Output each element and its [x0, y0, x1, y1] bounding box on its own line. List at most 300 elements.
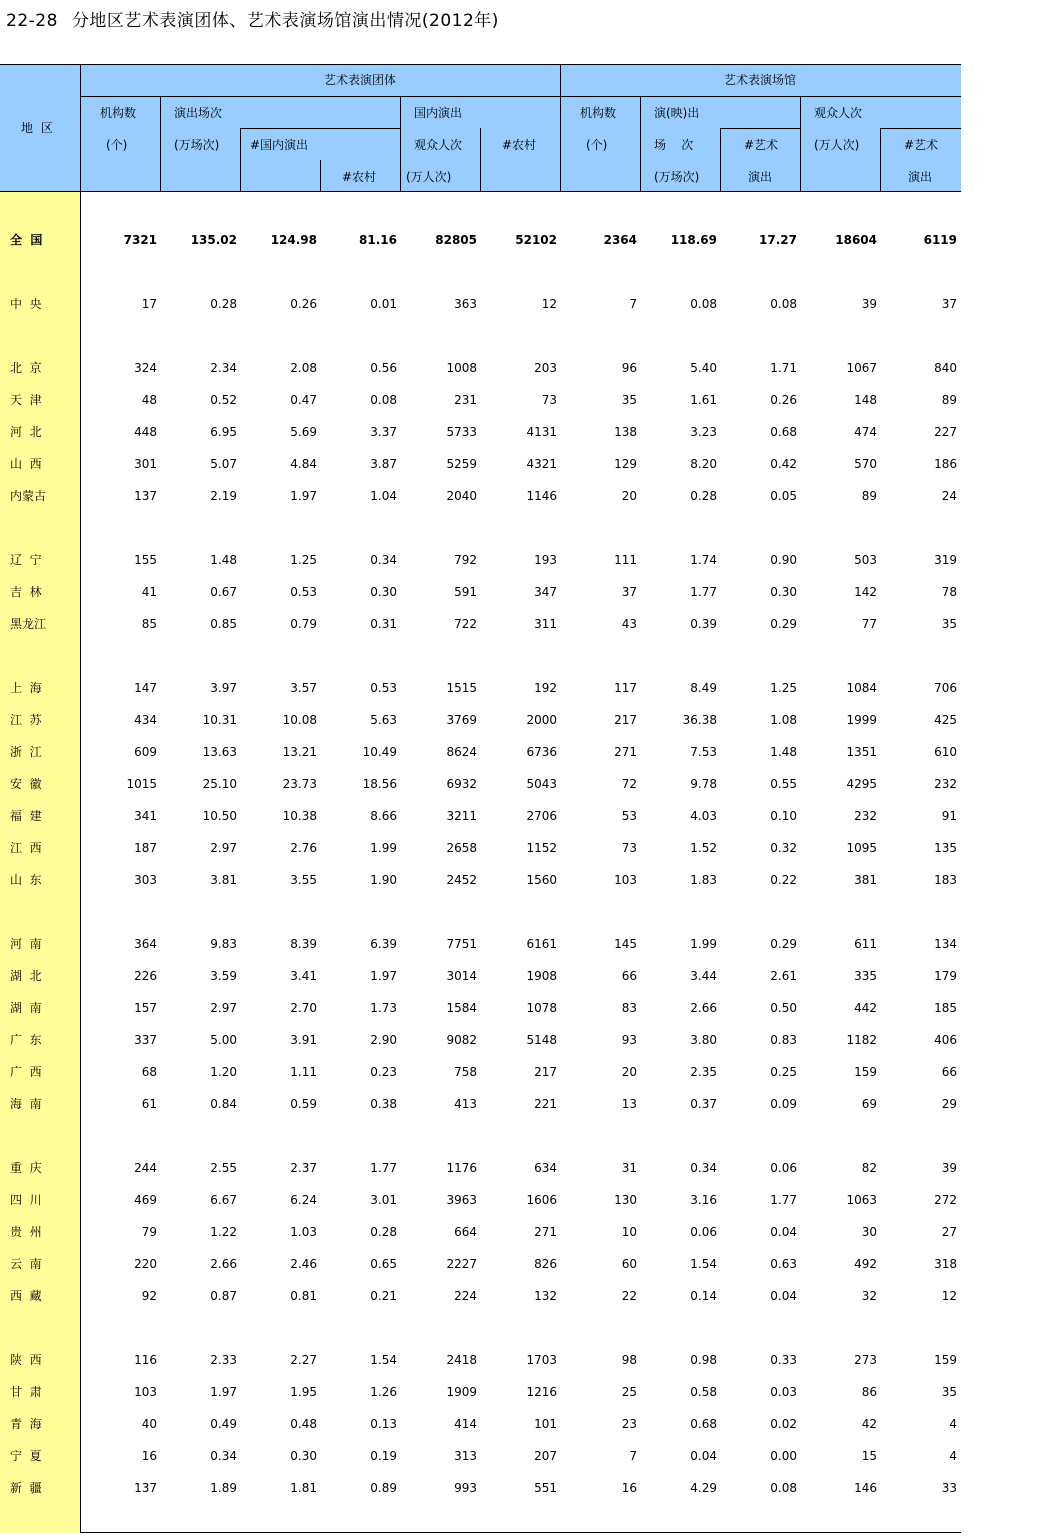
table-cell: 25.10 [202, 777, 237, 791]
region-name: 安 徽 [10, 777, 42, 791]
table-cell: 5.69 [290, 425, 317, 439]
table-cell: 6.24 [290, 1193, 317, 1207]
region-name: 山 东 [10, 873, 42, 887]
table-cell: 406 [934, 1033, 957, 1047]
table-cell: 1146 [526, 489, 557, 503]
table-cell: 2.55 [210, 1161, 237, 1175]
header-g1-audience: 国内演出 [414, 106, 463, 120]
table-cell: 0.22 [770, 873, 797, 887]
table-cell: 318 [934, 1257, 957, 1271]
table-cell: 10.31 [202, 713, 237, 727]
table-cell: 758 [454, 1065, 477, 1079]
table-cell: 0.03 [770, 1385, 797, 1399]
table-cell: 118.69 [670, 233, 717, 247]
table-cell: 1908 [526, 969, 557, 983]
table-cell: 159 [934, 1353, 957, 1367]
table-header [0, 64, 961, 192]
table-cell: 8.20 [690, 457, 717, 471]
region-name: 天 津 [10, 393, 42, 407]
table-cell: 68 [141, 1065, 157, 1079]
table-cell: 1.89 [210, 1481, 237, 1495]
table-cell: 1176 [446, 1161, 477, 1175]
region-name: 青 海 [10, 1417, 42, 1431]
table-cell: 0.08 [690, 297, 717, 311]
table-cell: 1063 [846, 1193, 877, 1207]
region-name: 广 东 [10, 1033, 42, 1047]
table-cell: 10.38 [282, 809, 317, 823]
table-cell: 1.25 [770, 681, 797, 695]
table-row [0, 1222, 961, 1242]
table-cell: 6932 [446, 777, 477, 791]
region-name: 全 国 [10, 233, 43, 247]
table-cell: 2452 [446, 873, 477, 887]
table-cell: 335 [854, 969, 877, 983]
table-cell: 82805 [435, 233, 477, 247]
table-cell: 609 [134, 745, 157, 759]
table-cell: 186 [934, 457, 957, 471]
header-g1-audience-rural: #农村 [502, 138, 537, 152]
table-row [0, 934, 961, 954]
table-cell: 2706 [526, 809, 557, 823]
table-row [0, 614, 961, 634]
table-cell: 0.37 [690, 1097, 717, 1111]
table-cell: 2.34 [210, 361, 237, 375]
table-cell: 4 [949, 1449, 957, 1463]
table-cell: 1.08 [770, 713, 797, 727]
table-cell: 1703 [526, 1353, 557, 1367]
table-cell: 1.97 [370, 969, 397, 983]
table-cell: 2040 [446, 489, 477, 503]
table-cell: 313 [454, 1449, 477, 1463]
table-cell: 1.90 [370, 873, 397, 887]
table-cell: 2227 [446, 1257, 477, 1271]
table-cell: 363 [454, 297, 477, 311]
table-cell: 1.48 [210, 553, 237, 567]
table-cell: 0.19 [370, 1449, 397, 1463]
table-cell: 20 [621, 489, 637, 503]
table-cell: 159 [854, 1065, 877, 1079]
table-number: 22-28 [6, 11, 58, 31]
table-cell: 0.34 [690, 1161, 717, 1175]
table-cell: 0.30 [370, 585, 397, 599]
table-cell: 3963 [446, 1193, 477, 1207]
table-title: 分地区艺术表演团体、艺术表演场馆演出情况(2012年) [71, 11, 499, 31]
table-cell: 0.84 [210, 1097, 237, 1111]
table-cell: 17.27 [759, 233, 797, 247]
table-cell: 10.08 [282, 713, 317, 727]
table-cell: 0.04 [770, 1225, 797, 1239]
table-cell: 42 [861, 1417, 877, 1431]
table-cell: 1216 [526, 1385, 557, 1399]
table-cell: 0.04 [770, 1289, 797, 1303]
table-cell: 91 [941, 809, 957, 823]
table-cell: 3.59 [210, 969, 237, 983]
region-name: 广 西 [10, 1065, 42, 1079]
region-name: 云 南 [10, 1257, 42, 1271]
table-cell: 0.89 [370, 1481, 397, 1495]
table-cell: 2.35 [690, 1065, 717, 1079]
table-cell: 7751 [446, 937, 477, 951]
table-cell: 183 [934, 873, 957, 887]
table-cell: 1067 [846, 361, 877, 375]
table-cell: 8.66 [370, 809, 397, 823]
table-row [0, 870, 961, 890]
table-cell: 2.97 [210, 841, 237, 855]
region-name: 贵 州 [10, 1225, 42, 1239]
table-cell: 706 [934, 681, 957, 695]
table-cell: 4131 [526, 425, 557, 439]
table-cell: 0.34 [370, 553, 397, 567]
table-cell: 142 [854, 585, 877, 599]
header-g1-institutions: 机构数 [100, 106, 137, 120]
table-cell: 92 [141, 1289, 157, 1303]
table-cell: 52102 [515, 233, 557, 247]
table-cell: 2658 [446, 841, 477, 855]
table-row [0, 1062, 961, 1082]
table-cell: 2.66 [210, 1257, 237, 1271]
table-cell: 3.44 [690, 969, 717, 983]
table-cell: 232 [934, 777, 957, 791]
table-cell: 0.29 [770, 937, 797, 951]
table-cell: 0.79 [290, 617, 317, 631]
table-cell: 227 [934, 425, 957, 439]
header-g2-shows-sub: 场 次 [654, 138, 694, 152]
table-cell: 551 [534, 1481, 557, 1495]
table-cell: 413 [454, 1097, 477, 1111]
table-cell: 32 [861, 1289, 877, 1303]
table-cell: 15 [861, 1449, 877, 1463]
table-cell: 434 [134, 713, 157, 727]
table-cell: 1008 [446, 361, 477, 375]
table-cell: 474 [854, 425, 877, 439]
table-cell: 3.57 [290, 681, 317, 695]
table-cell: 66 [941, 1065, 957, 1079]
table-cell: 381 [854, 873, 877, 887]
table-cell: 35 [941, 1385, 957, 1399]
table-cell: 0.28 [210, 297, 237, 311]
header-g1-audience-sub: 观众人次 [414, 138, 463, 152]
table-cell: 364 [134, 937, 157, 951]
table-cell: 25 [621, 1385, 637, 1399]
table-cell: 1.04 [370, 489, 397, 503]
table-cell: 37 [621, 585, 637, 599]
table-cell: 0.08 [770, 297, 797, 311]
table-cell: 271 [614, 745, 637, 759]
table-cell: 3.01 [370, 1193, 397, 1207]
region-name: 辽 宁 [10, 553, 42, 567]
table-cell: 231 [454, 393, 477, 407]
table-row [0, 1350, 961, 1370]
table-cell: 89 [941, 393, 957, 407]
table-row [0, 582, 961, 602]
table-cell: 0.30 [290, 1449, 317, 1463]
table-cell: 147 [134, 681, 157, 695]
header-region: 地 区 [21, 121, 55, 135]
table-row [0, 230, 961, 250]
table-cell: 5148 [526, 1033, 557, 1047]
table-cell: 1.61 [690, 393, 717, 407]
table-cell: 0.81 [290, 1289, 317, 1303]
table-cell: 77 [861, 617, 877, 631]
table-cell: 6.39 [370, 937, 397, 951]
table-cell: 0.02 [770, 1417, 797, 1431]
table-cell: 3.37 [370, 425, 397, 439]
table-cell: 0.04 [690, 1449, 717, 1463]
table-cell: 0.05 [770, 489, 797, 503]
table-cell: 1084 [846, 681, 877, 695]
header-g1-rural: #农村 [342, 170, 377, 184]
table-cell: 324 [134, 361, 157, 375]
table-cell: 10.50 [202, 809, 237, 823]
table-cell: 0.38 [370, 1097, 397, 1111]
table-cell: 4321 [526, 457, 557, 471]
table-cell: 319 [934, 553, 957, 567]
table-cell: 2.46 [290, 1257, 317, 1271]
table-cell: 1909 [446, 1385, 477, 1399]
table-cell: 12 [941, 1289, 957, 1303]
table-cell: 192 [534, 681, 557, 695]
table-cell: 0.08 [370, 393, 397, 407]
table-cell: 301 [134, 457, 157, 471]
header-g1-performances: 演出场次 [174, 106, 223, 120]
table-cell: 73 [541, 393, 557, 407]
table-cell: 1.97 [210, 1385, 237, 1399]
table-cell: 36.38 [682, 713, 717, 727]
table-cell: 0.53 [370, 681, 397, 695]
table-cell: 1584 [446, 1001, 477, 1015]
table-cell: 3.87 [370, 457, 397, 471]
table-cell: 24 [941, 489, 957, 503]
region-name: 湖 北 [10, 969, 42, 983]
table-cell: 116 [134, 1353, 157, 1367]
table-cell: 610 [934, 745, 957, 759]
table-cell: 0.31 [370, 617, 397, 631]
table-cell: 3.16 [690, 1193, 717, 1207]
table-cell: 1.54 [690, 1257, 717, 1271]
table-cell: 1.77 [770, 1193, 797, 1207]
table-cell: 2000 [526, 713, 557, 727]
table-cell: 27 [941, 1225, 957, 1239]
table-cell: 634 [534, 1161, 557, 1175]
region-name: 黑龙江 [10, 617, 47, 631]
table-cell: 1.11 [290, 1065, 317, 1079]
region-name: 江 苏 [10, 713, 42, 727]
table-cell: 0.21 [370, 1289, 397, 1303]
table-cell: 96 [621, 361, 637, 375]
table-cell: 129 [614, 457, 637, 471]
region-name: 重 庆 [10, 1161, 42, 1175]
table-cell: 3769 [446, 713, 477, 727]
table-cell: 611 [854, 937, 877, 951]
table-cell: 840 [934, 361, 957, 375]
table-cell: 72 [621, 777, 637, 791]
table-cell: 0.06 [690, 1225, 717, 1239]
table-cell: 185 [934, 1001, 957, 1015]
region-name: 甘 肃 [10, 1385, 42, 1399]
table-cell: 0.01 [370, 297, 397, 311]
table-cell: 1515 [446, 681, 477, 695]
table-cell: 1.25 [290, 553, 317, 567]
table-cell: 5.40 [690, 361, 717, 375]
table-cell: 18604 [835, 233, 877, 247]
table-bottom-rule [80, 1532, 961, 1533]
table-cell: 0.39 [690, 617, 717, 631]
table-cell: 0.67 [210, 585, 237, 599]
header-group-troupes: 艺术表演团体 [323, 73, 397, 87]
table-cell: 0.68 [770, 425, 797, 439]
table-cell: 2.76 [290, 841, 317, 855]
table-cell: 217 [534, 1065, 557, 1079]
table-cell: 4295 [846, 777, 877, 791]
header-g2-art2-a: #艺术 [904, 138, 939, 152]
table-cell: 78 [941, 585, 957, 599]
table-cell: 1.77 [370, 1161, 397, 1175]
table-cell: 1.54 [370, 1353, 397, 1367]
table-cell: 5.07 [210, 457, 237, 471]
region-name: 浙 江 [10, 745, 42, 759]
table-cell: 101 [534, 1417, 557, 1431]
table-cell: 221 [534, 1097, 557, 1111]
table-row [0, 1094, 961, 1114]
table-cell: 48 [141, 393, 157, 407]
table-cell: 0.55 [770, 777, 797, 791]
region-name: 陕 西 [10, 1353, 42, 1367]
table-cell: 5259 [446, 457, 477, 471]
table-cell: 89 [861, 489, 877, 503]
region-name: 四 川 [10, 1193, 42, 1207]
table-cell: 0.47 [290, 393, 317, 407]
table-cell: 73 [621, 841, 637, 855]
table-cell: 2.97 [210, 1001, 237, 1015]
table-cell: 7.53 [690, 745, 717, 759]
table-cell: 17 [141, 297, 157, 311]
table-cell: 7 [629, 297, 637, 311]
table-cell: 117 [614, 681, 637, 695]
table-cell: 69 [861, 1097, 877, 1111]
table-cell: 311 [534, 617, 557, 631]
table-row [0, 966, 961, 986]
table-row [0, 678, 961, 698]
table-cell: 1.95 [290, 1385, 317, 1399]
table-cell: 232 [854, 809, 877, 823]
table-cell: 148 [854, 393, 877, 407]
header-g1-audience-unit: (万人次) [406, 170, 452, 184]
table-cell: 4.29 [690, 1481, 717, 1495]
table-row [0, 1286, 961, 1306]
table-cell: 53 [621, 809, 637, 823]
table-row [0, 1382, 961, 1402]
table-cell: 0.58 [690, 1385, 717, 1399]
table-cell: 347 [534, 585, 557, 599]
table-cell: 98 [621, 1353, 637, 1367]
table-cell: 341 [134, 809, 157, 823]
table-cell: 0.28 [690, 489, 717, 503]
table-cell: 132 [534, 1289, 557, 1303]
header-group-venues: 艺术表演场馆 [723, 73, 797, 87]
table-cell: 8624 [446, 745, 477, 759]
header-g2-shows: 演(映)出 [654, 106, 700, 120]
table-cell: 2.66 [690, 1001, 717, 1015]
table-cell: 0.10 [770, 809, 797, 823]
table-row [0, 838, 961, 858]
table-cell: 22 [621, 1289, 637, 1303]
table-cell: 43 [621, 617, 637, 631]
table-cell: 0.49 [210, 1417, 237, 1431]
table-cell: 272 [934, 1193, 957, 1207]
table-cell: 8.39 [290, 937, 317, 951]
table-cell: 492 [854, 1257, 877, 1271]
region-name: 西 藏 [10, 1289, 42, 1303]
region-name: 湖 南 [10, 1001, 42, 1015]
table-cell: 60 [621, 1257, 637, 1271]
table-cell: 0.14 [690, 1289, 717, 1303]
table-cell: 6161 [526, 937, 557, 951]
table-cell: 792 [454, 553, 477, 567]
table-cell: 0.98 [690, 1353, 717, 1367]
table-cell: 1.22 [210, 1225, 237, 1239]
region-name: 吉 林 [10, 585, 42, 599]
table-cell: 82 [861, 1161, 877, 1175]
table-cell: 2.37 [290, 1161, 317, 1175]
table-cell: 179 [934, 969, 957, 983]
table-cell: 137 [134, 489, 157, 503]
table-cell: 157 [134, 1001, 157, 1015]
table-cell: 0.25 [770, 1065, 797, 1079]
table-cell: 0.30 [770, 585, 797, 599]
table-cell: 0.00 [770, 1449, 797, 1463]
table-cell: 20 [621, 1065, 637, 1079]
table-cell: 2.33 [210, 1353, 237, 1367]
header-g2-institutions-unit: (个) [586, 138, 608, 152]
table-cell: 39 [861, 297, 877, 311]
table-cell: 1351 [846, 745, 877, 759]
table-cell: 591 [454, 585, 477, 599]
table-cell: 722 [454, 617, 477, 631]
table-cell: 137 [134, 1481, 157, 1495]
table-cell: 13.21 [282, 745, 317, 759]
table-cell: 16 [621, 1481, 637, 1495]
table-cell: 993 [454, 1481, 477, 1495]
table-cell: 224 [454, 1289, 477, 1303]
table-cell: 23.73 [282, 777, 317, 791]
table-cell: 66 [621, 969, 637, 983]
table-cell: 6.95 [210, 425, 237, 439]
table-cell: 2418 [446, 1353, 477, 1367]
table-cell: 2.27 [290, 1353, 317, 1367]
page-title [6, 6, 499, 31]
table-cell: 41 [141, 585, 157, 599]
table-cell: 1.71 [770, 361, 797, 375]
table-cell: 40 [141, 1417, 157, 1431]
table-cell: 2.61 [770, 969, 797, 983]
table-cell: 1.73 [370, 1001, 397, 1015]
region-name: 新 疆 [10, 1481, 42, 1495]
table-cell: 145 [614, 937, 637, 951]
table-cell: 81.16 [359, 233, 397, 247]
table-cell: 85 [141, 617, 157, 631]
table-cell: 1.99 [370, 841, 397, 855]
table-cell: 16 [141, 1449, 157, 1463]
table-cell: 7321 [123, 233, 157, 247]
table-row [0, 1414, 961, 1434]
table-cell: 2.08 [290, 361, 317, 375]
table-cell: 448 [134, 425, 157, 439]
region-name: 中 央 [10, 297, 42, 311]
table-cell: 425 [934, 713, 957, 727]
table-cell: 6736 [526, 745, 557, 759]
table-cell: 3.97 [210, 681, 237, 695]
region-name: 河 南 [10, 937, 42, 951]
